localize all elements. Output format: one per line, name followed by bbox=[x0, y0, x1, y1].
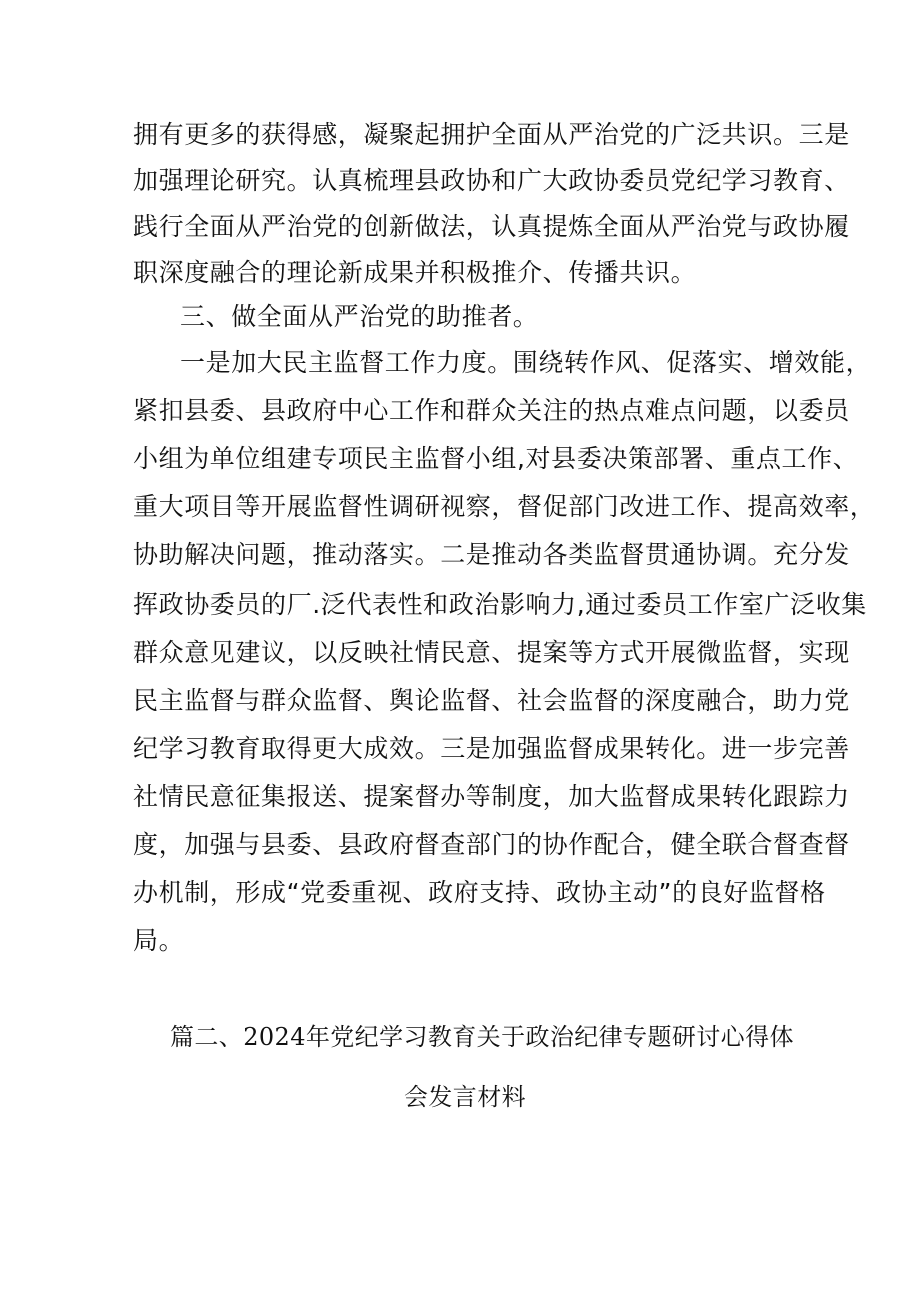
paragraph-line: 加强理论研究。认真梳理县政协和广大政协委员党纪学习教育、 bbox=[133, 166, 850, 195]
article-title-line-2: 会发言材料 bbox=[404, 1083, 526, 1111]
section-heading: 三、做全面从严治党的助推者。 bbox=[180, 302, 539, 331]
paragraph-line: 纪学习教育取得更大成效。三是加强监督成果转化。进一步完善 bbox=[133, 734, 850, 763]
paragraph-line: 拥有更多的获得感，凝聚起拥护全面从严治党的广泛共识。三是 bbox=[133, 120, 850, 149]
paragraph-line: 群众意见建议，以反映社情民意、提案等方式开展微监督，实现 bbox=[133, 638, 850, 667]
paragraph-line: 协助解决问题，推动落实。二是推动各类监督贯通协调。充分发 bbox=[133, 540, 850, 569]
paragraph-line: 重大项目等开展监督性调研视察，督促部门改进工作、提高效率， bbox=[133, 492, 876, 521]
article-title-line-1: 篇二、2024年党纪学习教育关于政治纪律专题研讨心得体 bbox=[170, 1023, 794, 1051]
paragraph-line: 紧扣县委、县政府中心工作和群众关注的热点难点问题，以委员 bbox=[133, 396, 850, 425]
paragraph-line: 挥政协委员的厂.泛代表性和政治影响力,通过委员工作室广泛收集 bbox=[133, 590, 867, 619]
paragraph-line: 民主监督与群众监督、舆论监督、社会监督的深度融合，助力党 bbox=[133, 686, 850, 715]
paragraph-line: 一是加大民主监督工作力度。围绕转作风、促落实、增效能， bbox=[180, 348, 872, 377]
paragraph-line: 社情民意征集报送、提案督办等制度，加大监督成果转化跟踪力 bbox=[133, 782, 850, 811]
paragraph-line: 践行全面从严治党的创新做法，认真提炼全面从严治党与政协履 bbox=[133, 212, 850, 241]
paragraph-line: 职深度融合的理论新成果并积极推介、传播共识。 bbox=[133, 258, 697, 287]
paragraph-line: 度，加强与县委、县政府督查部门的协作配合，健全联合督查督 bbox=[133, 830, 850, 859]
paragraph-line: 办机制，形成“党委重视、政府支持、政协主动”的良好监督格 bbox=[133, 878, 826, 907]
paragraph-line: 小组为单位组建专项民主监督小组,对县委决策部署、重点工作、 bbox=[133, 444, 859, 473]
paragraph-line: 局。 bbox=[133, 926, 185, 955]
